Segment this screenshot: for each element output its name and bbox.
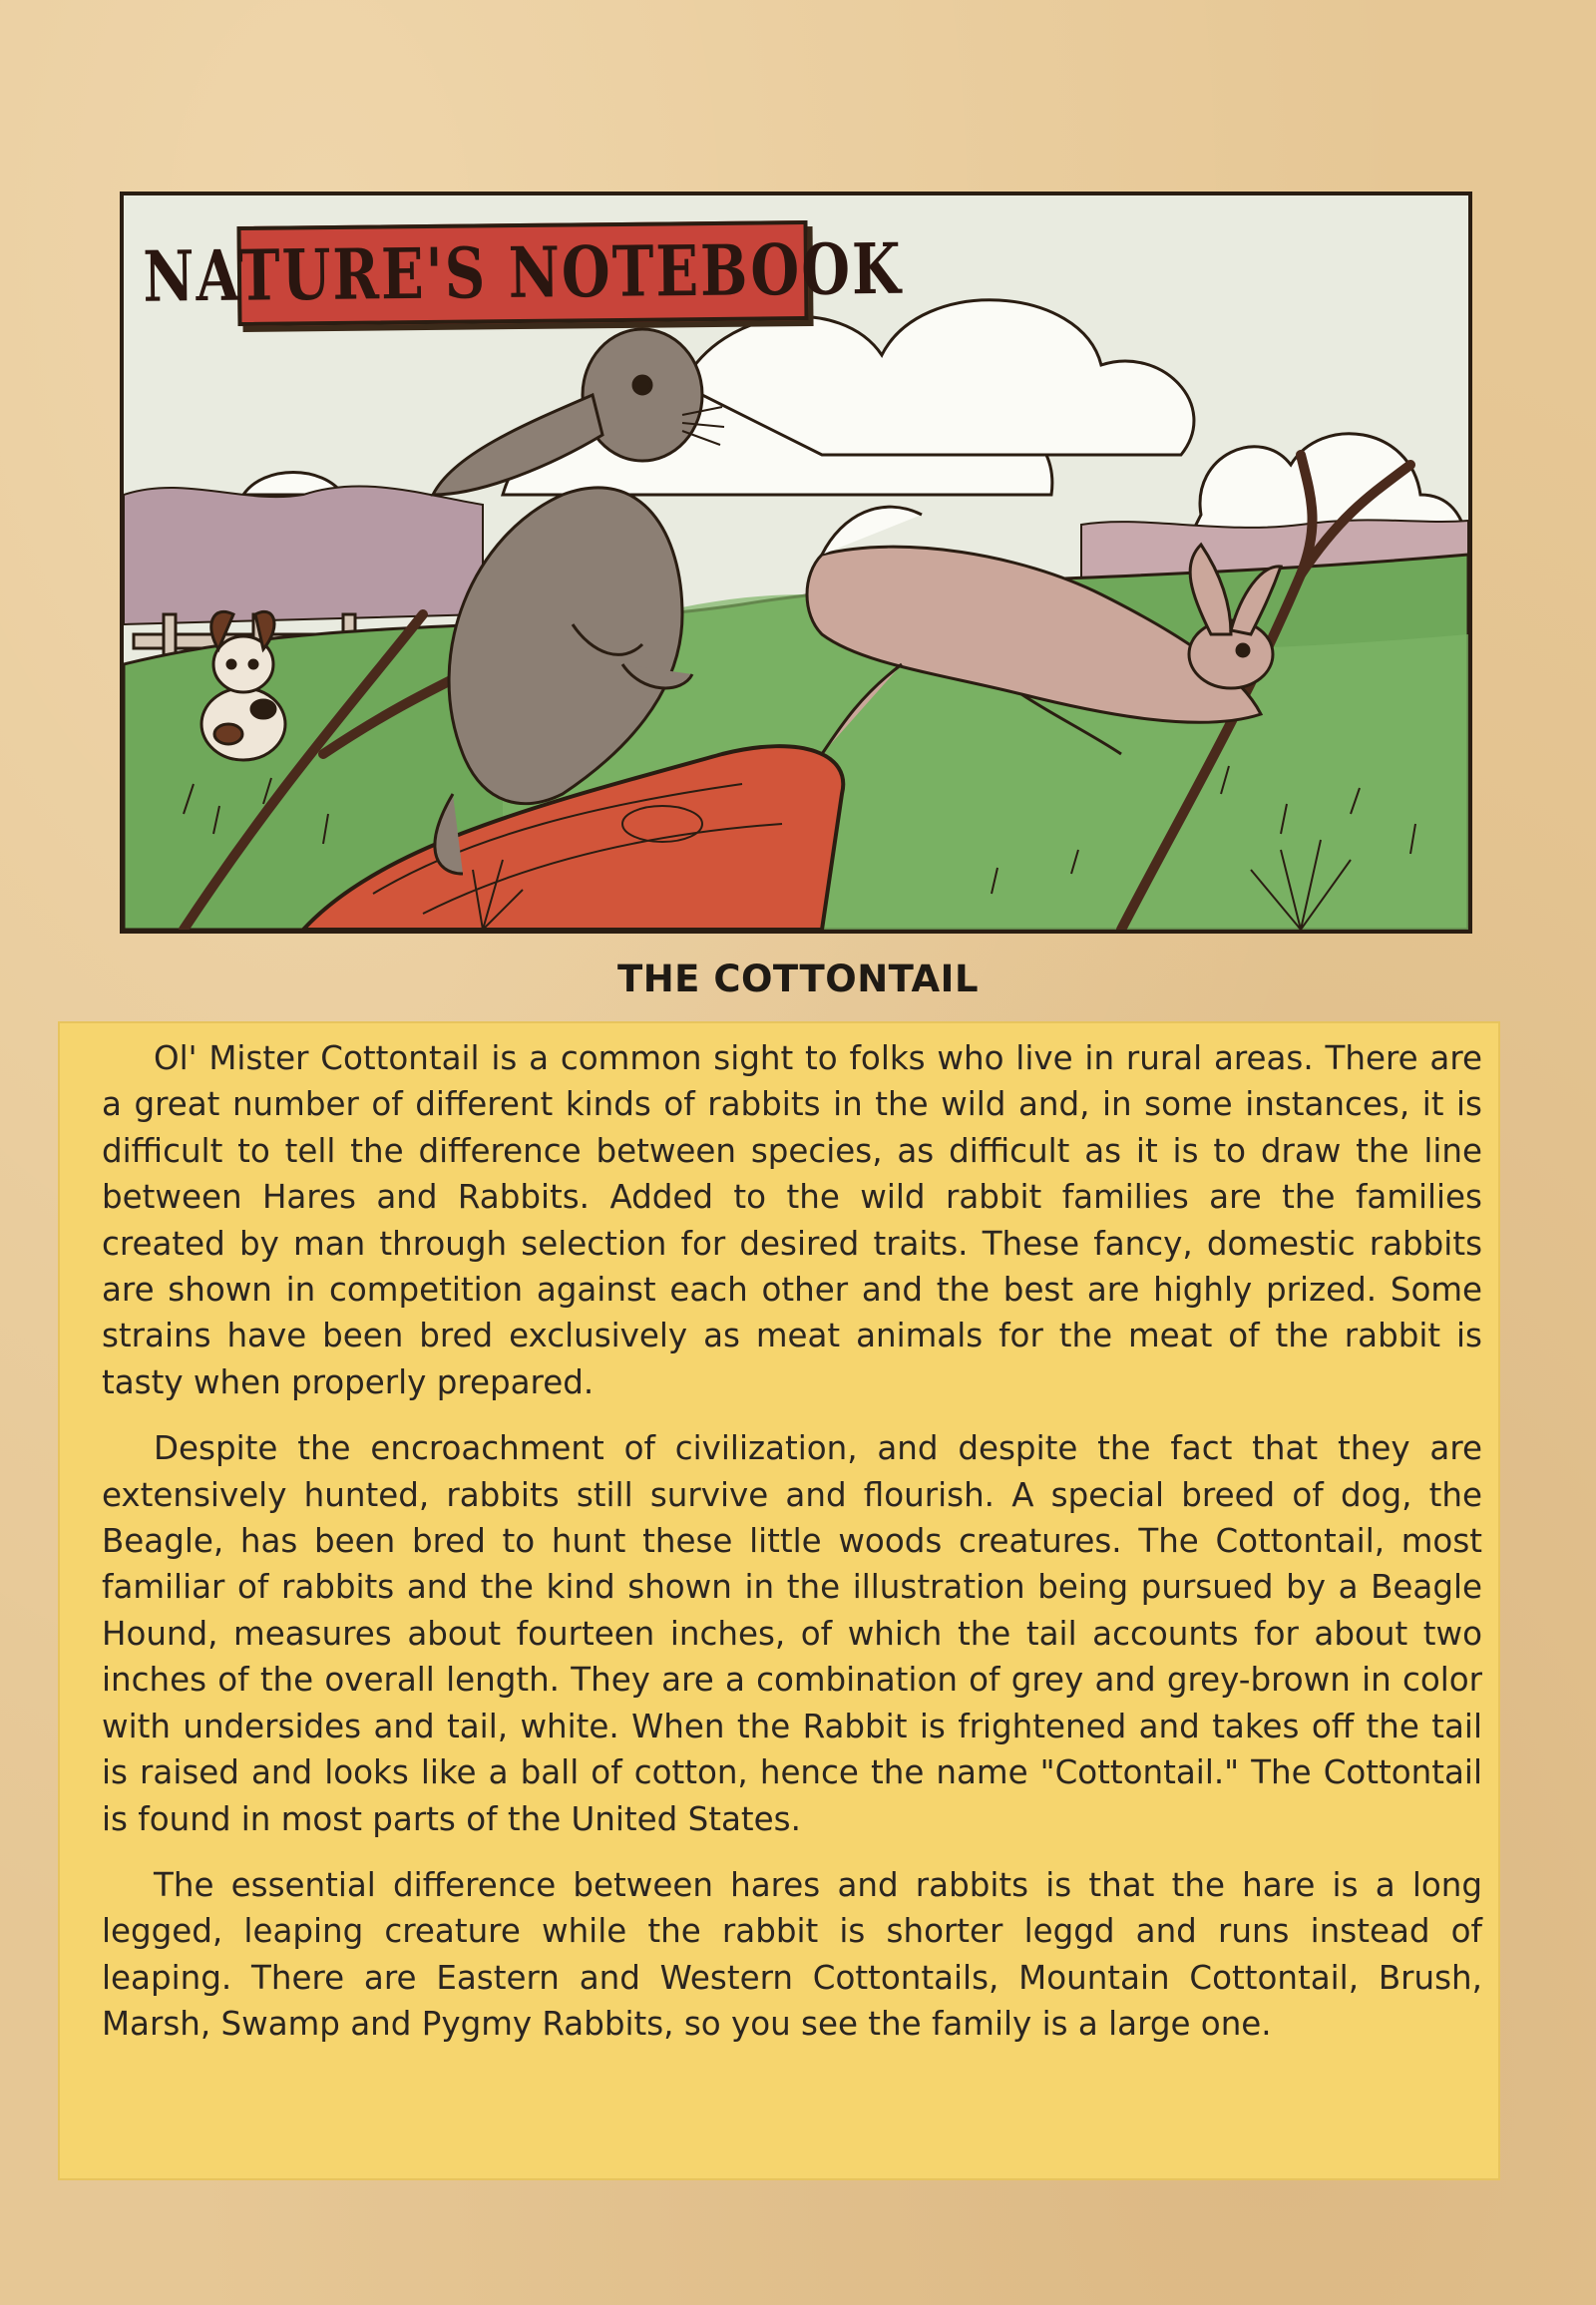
paragraph-1: Ol' Mister Cottontail is a common sight to folks who live in rural areas. There are a great number of different kinds of rabbits in the wild and, in some instances, it is difficult to tell the difference between species, as difficult as it is to draw the line between Hares and Rabbits. Added to the wild rabbit families are the families created by man through selection for desired traits. These fancy, domestic rabbits are shown in competition against each other and the best are highly prized. Some strains have been bred exclusively as meat animals for the meat of the rabbit is tasty when properly prepared. [102, 1039, 1482, 1401]
article-text-box [58, 1021, 1500, 2180]
article-heading: THE COTTONTAIL [616, 958, 980, 1000]
paragraph-3: The essential difference between hares and rabbits is that the hare is a long legged, leaping creature while the rabbit is shorter leggd and runs instead of leaping. There are Eastern and Western Cottontails, Mountain Cottontail, Brush, Marsh, Swamp and Pygmy Rabbits, so you see the family is a large one. [102, 1865, 1482, 2044]
natures-notebook-sign [142, 220, 904, 326]
paragraph-2: Despite the encroachment of civilization, and despite the fact that they are extensively hunted, rabbits still survive and flourish. A special breed of dog, the Beagle, has been bred to hunt these little woods creatures. The Cottontail, most familiar of rabbits and the kind shown in the illustration being pursued by a Beagle Hound, measures about fourteen inches, of which the tail accounts for about two inches of the overall length. They are a combination of grey and grey-brown in color with undersides and tail, white. When the Rabbit is frightened and takes off the tail is raised and looks like a ball of cotton, hence the name "Cottontail." The Cottontail is found in most parts of the United States. [102, 1429, 1482, 1838]
sign-title: NATURE'S NOTEBOOK [142, 227, 904, 319]
